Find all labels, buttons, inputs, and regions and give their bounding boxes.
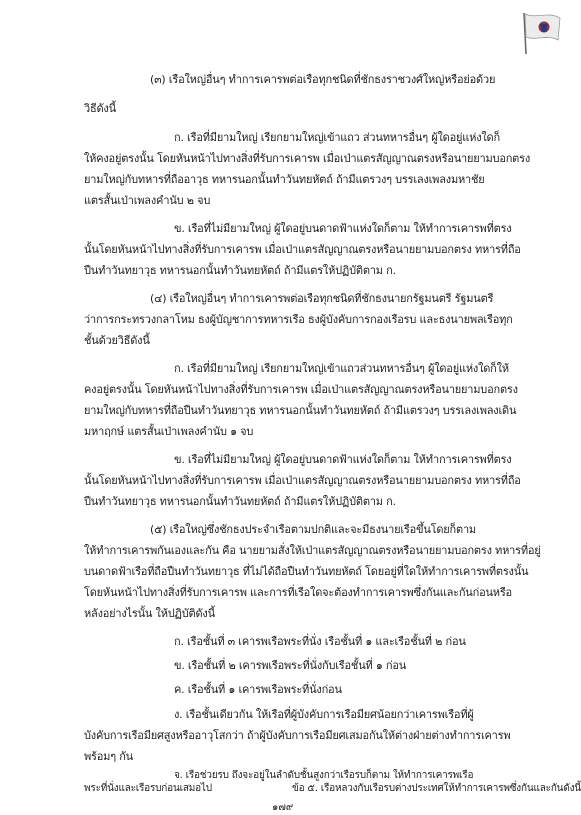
text-line-27: ค. เรือชั้นที่ ๑ เคารพเรือพระที่นั่งก่อน — [174, 683, 342, 696]
text-line-28: ง. เรือชั้นเดียวกัน ให้เรือที่ผู้บังคับการเรือมียศน้อยกว่าเคารพเรือที่ผู้ — [174, 708, 474, 721]
text-line-5: ยามใหญ่กับทหารที่ถืออาวุธ ทหารนอกนั้นทำวันทยหัตถ์ ถ้ามีแตรวงๆ บรรเลงเพลงมหาชัย — [84, 173, 485, 186]
text-line-4: ให้คงอยู่ตรงนั้น โดยหันหน้าไปทางสิ่งที่รับการเคารพ เมื่อเป่าแตรสัญญาณตรงหรือนายยามบอกตรง — [84, 152, 531, 165]
text-line-2: วิธีดังนี้ — [84, 102, 116, 115]
text-line-24: หลังอย่างไรนั้น ให้ปฏิบัติดังนี้ — [84, 607, 215, 620]
text-line-20: (๕) เรือใหญ่ซึ่งชักธงประจำเรือตามปกติและจะมีธงนายเรือขึ้นโดยก็ตาม — [150, 523, 476, 536]
text-line-32: พระที่นั่งและเรือรบก่อนเสมอไป — [84, 783, 212, 794]
text-line-6: แตรสั้นเป่าเพลงคำนับ ๒ จบ — [84, 194, 211, 207]
text-line-16: มหาฤกษ์ แตรสั้นเป่าเพลงคำนับ ๑ จบ — [84, 425, 254, 438]
text-line-1: (๓) เรือใหญ่อื่นๆ ทำการเคารพต่อเรือทุกชนิดที่ชักธงราชวงศ์ใหญ่หรือย่อด้วย — [150, 73, 496, 86]
text-line-26: ข. เรือชั้นที่ ๒ เคารพเรือพระที่นั่งกับเรือชั้นที่ ๑ ก่อน — [174, 659, 407, 672]
page-number: ๑๗๙ — [272, 802, 294, 813]
text-line-8: นั้นโดยหันหน้าไปทางสิ่งที่รับการเคารพ เมื่อเป่าแตรสัญญาณตรงหรือนายยามบอกตรง ทหารที่ถือ — [84, 243, 521, 256]
text-line-25: ก. เรือชั้นที่ ๓ เคารพเรือพระที่นั่ง เรือชั้นที่ ๑ และเรือชั้นที่ ๒ ก่อน — [174, 635, 466, 648]
flag-emblem-icon — [518, 10, 564, 56]
text-line-9: ปืนทำวันทยาวุธ ทหารนอกนั้นทำวันทยหัตถ์ ถ้ามีแตรให้ปฏิบัติตาม ก. — [84, 264, 396, 277]
text-line-23: โดยหันหน้าไปทางสิ่งที่รับการเคารพ และการที่เรือใดจะต้องทำการเคารพซึ่งกันและกันก่อนหรือ — [84, 586, 512, 599]
text-line-17: ข. เรือที่ไม่มียามใหญ่ ผู้ใดอยู่บนดาดฟ้าแห่งใดก็ตาม ให้ทำการเคารพที่ตรง — [174, 453, 512, 466]
text-line-14: คงอยู่ตรงนั้น โดยหันหน้าไปทางสิ่งที่รับการเคารพ เมื่อเป่าแตรสัญญาณตรงหรือนายยามบอกตรง — [84, 383, 518, 396]
text-line-7: ข. เรือที่ไม่มียามใหญ่ ผู้ใดอยู่บนดาดฟ้าแห่งใดก็ตาม ให้ทำการเคารพที่ตรง — [174, 222, 512, 235]
text-line-31: จ. เรือช่วยรบ ถึงจะอยู่ในลำดับชั้นสูงกว่าเรือรบก็ตาม ให้ทำการเคารพเรือ — [174, 770, 474, 781]
text-line-3: ก. เรือที่มียามใหญ่ เรียกยามใหญ่เข้าแถว ส่วนทหารอื่นๆ ผู้ใดอยู่แห่งใดก็ — [174, 131, 500, 144]
text-line-10: (๔) เรือใหญ่อื่นๆ ทำการเคารพต่อเรือทุกชนิดที่ชักธงนายกรัฐมนตรี รัฐมนตรี — [150, 292, 494, 305]
text-line-22: บนดาดฟ้าเรือที่ถือปืนทำวันทยาวุธ ที่ไม่ได้ถือปืนทำวันทยหัตถ์ โดยอยู่ที่ใดให้ทำการเคารพที่ตรงนั้น — [84, 565, 529, 578]
text-line-19: ปืนทำวันทยาวุธ ทหารนอกนั้นทำวันทยหัตถ์ ถ้ามีแตรให้ปฏิบัติตาม ก. — [84, 495, 396, 508]
text-line-21: ให้ทำการเคารพกันเองและกัน คือ นายยามสั่งให้เป่าแตรสัญญาณตรงหรือนายยามบอกตรง ทหารที่อยู่ — [84, 544, 541, 557]
text-line-15: ยามใหญ่กับทหารที่ถือปืนทำวันทยาวุธ ทหารนอกนั้นทำวันทยหัตถ์ ถ้ามีแตรวงๆ บรรเลงเพลงเดิน — [84, 404, 517, 417]
text-line-12: ชั้นด้วยวิธีดังนี้ — [84, 334, 150, 347]
text-line-29: บังคับการเรือมียศสูงหรืออาวุโสกว่า ถ้าผู้บังคับการเรือมียศเสมอกันให้ต่างฝ่ายต่างทำการเคารพ — [84, 729, 511, 742]
text-line-33: ข้อ ๕. เรือหลวงกับเรือรบต่างประเทศให้ทำการเคารพซึ่งกันและกันดังนี้ — [292, 783, 581, 794]
text-line-30: พร้อมๆ กัน — [84, 750, 134, 763]
text-line-11: ว่าการกระทรวงกลาโหม ธงผู้บัญชาการทหารเรือ ธงผู้บังคับการกองเรือรบ และธงนายพลเรือทุก — [84, 313, 513, 326]
text-line-13: ก. เรือที่มียามใหญ่ เรียกยามใหญ่เข้าแถวส่วนทหารอื่นๆ ผู้ใดอยู่แห่งใดก็ให้ — [174, 362, 509, 375]
text-line-18: นั้นโดยหันหน้าไปทางสิ่งที่รับการเคารพ เมื่อเป่าแตรสัญญาณตรงหรือนายยามบอกตรง ทหารที่ถือ — [84, 474, 521, 487]
